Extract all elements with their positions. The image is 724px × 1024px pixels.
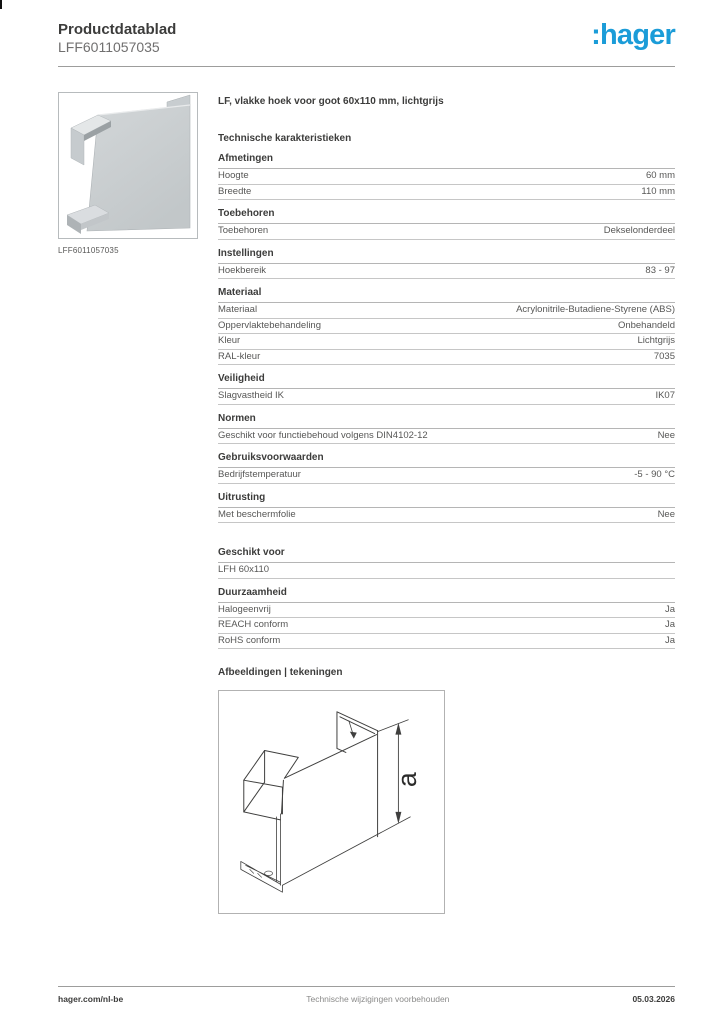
spec-label: Slagvastheid IK [218,390,285,401]
spec-value: Ja [664,619,675,630]
spec-row [218,429,675,445]
spec-value: 110 mm [641,185,675,197]
spec-value: 7035 [653,350,675,362]
spec-section [218,492,675,524]
section-heading: Afmetingen [218,153,675,169]
spec-row [218,319,675,335]
spec-section [218,373,675,405]
spec-section [218,153,675,200]
spec-row [218,603,675,619]
section-rows [218,303,675,365]
spec-section [218,587,675,650]
document-footer [58,986,675,1004]
spec-label: Breedte [218,185,252,197]
section-heading: Instellingen [218,248,675,264]
spec-value: Ja [664,603,675,615]
section-rows [218,563,675,579]
spec-value: Ja [664,634,675,646]
product-image-column [58,92,198,255]
section-rows [218,389,675,405]
spec-label: Toebehoren [218,225,269,236]
spec-value: Dekselonderdeel [603,225,675,236]
section-rows [218,508,675,524]
drawings-heading: Afbeeldingen | tekeningen [218,667,343,678]
spec-label: RAL-kleur [218,350,261,362]
spec-value: -5 - 90 °C [634,469,675,480]
spec-value: IK07 [655,390,675,401]
spec-label: Bedrijfstemperatuur [218,469,301,480]
product-photo-image [59,93,197,238]
section-heading: Veiligheid [218,373,675,389]
spec-label: REACH conform [218,619,289,630]
section-heading: Duurzaamheid [218,587,675,603]
spec-label: Hoogte [218,170,249,181]
section-heading: Normen [218,413,675,429]
spec-value: Nee [657,508,675,520]
spec-row [218,468,675,484]
section-rows [218,224,675,240]
section-rows [218,603,675,650]
specs-column [218,92,675,914]
footer-website-link[interactable]: hager.com/nl-be [58,994,124,1004]
spec-sections [218,153,675,649]
product-photo [58,92,198,239]
product-title: LF, vlakke hoek voor goot 60x110 mm, lichtgrijs [218,96,444,107]
spec-row [218,350,675,366]
section-rows [218,169,675,200]
spec-row [218,224,675,240]
product-photo-caption: LFF6011057035 [58,246,119,255]
spec-section [218,413,675,445]
section-rows [218,468,675,484]
spec-label: LFH 60x110 [218,564,270,575]
document-type-title: Productdatablad [58,21,177,38]
spec-value: 83 - 97 [645,264,675,276]
hager-logo: :hager [591,19,675,51]
footer-disclaimer: Technische wijzigingen voorbehouden [306,994,450,1004]
spec-section [218,547,675,579]
section-rows [218,264,675,280]
spec-row [218,618,675,634]
section-heading: Materiaal [218,287,675,303]
section-heading: Uitrusting [218,492,675,508]
technical-drawing-image [219,691,444,913]
spec-row [218,185,675,201]
spec-value: Onbehandeld [617,319,675,331]
spec-label: Materiaal [218,304,258,315]
spec-label: Met beschermfolie [218,508,296,520]
spec-section [218,208,675,240]
technical-drawing [218,690,445,914]
spec-label: RoHS conform [218,634,281,646]
spec-row [218,169,675,185]
product-reference: LFF6011057035 [58,39,160,55]
spec-row [218,634,675,650]
section-heading: Toebehoren [218,208,675,224]
spec-label: Oppervlaktebehandeling [218,319,321,331]
spec-label: Hoekbereik [218,264,267,276]
spec-value: 60 mm [645,170,675,181]
spec-section [218,452,675,484]
main-area [58,92,675,914]
spec-label: Geschikt voor functiebehoud volgens DIN4102-12 [218,429,428,441]
spec-row [218,508,675,524]
spec-section [218,287,675,365]
spec-value: Nee [657,429,675,441]
section-rows [218,429,675,445]
spec-row [218,334,675,350]
document-header [58,0,675,67]
spec-row [218,563,675,579]
section-heading: Gebruiksvoorwaarden [218,452,675,468]
spec-row [218,303,675,319]
spec-row [218,264,675,280]
footer-date: 05.03.2026 [632,994,675,1004]
spec-value: Lichtgrijs [637,335,675,346]
spec-row [218,389,675,405]
section-heading: Geschikt voor [218,547,675,563]
spec-label: Halogeenvrij [218,603,271,615]
spec-value: Acrylonitrile-Butadiene-Styrene (ABS) [516,304,675,315]
tech-characteristics-heading: Technische karakteristieken [218,133,352,144]
spec-section [218,248,675,280]
dimension-label: a [392,772,423,788]
header-divider [58,66,675,67]
spec-label: Kleur [218,335,241,346]
